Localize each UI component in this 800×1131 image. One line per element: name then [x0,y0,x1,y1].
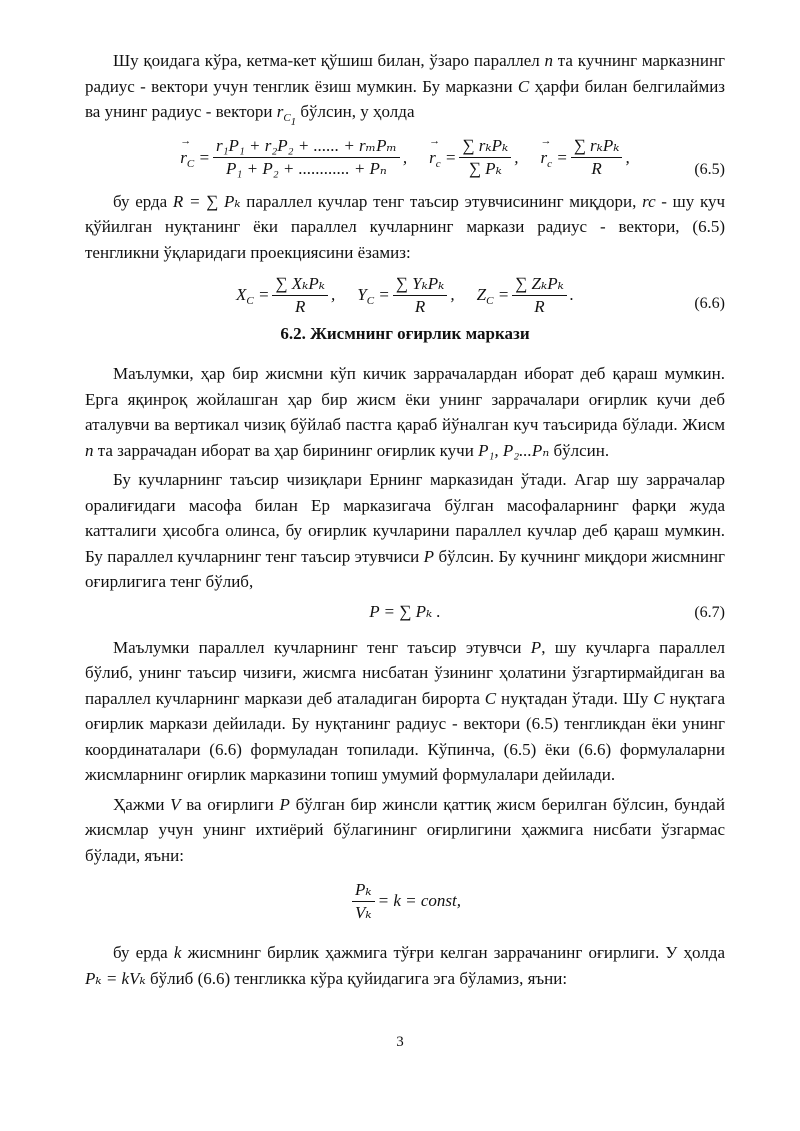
math-Pk: Pₖ = kVₖ [85,968,146,988]
text: Маълумки параллел кучларнинг тенг таъсир этувчси [113,637,522,657]
paragraph-6 [85,792,725,869]
eq-lhs-1: → $r_C$ = [180,148,210,168]
text: нуқтадан ўтади. Шу [500,688,649,708]
math-n: n [85,440,94,460]
math-V: V [170,794,181,814]
math-Z: Z [476,285,487,304]
eq-fraction-3: $\frac{\text{∑ rₖPₖ}}{R}$ [571,136,623,179]
text: бу ерда [113,191,168,211]
math-k: k [173,943,182,962]
text: Маълумки, ҳар бир жисмни кўп кичик заррачалардан иборат деб қараш мумкин. Ерга яқинроқ жойлашган ҳар бир жисм ёки унинг заррачалари оғирлик кучи деб аталувчи ва вертикал чизиқ бўйлаб пастга қараб йўналган куч таъсирида бўлади. Жисм [85,364,725,434]
paragraph-1 [85,48,726,128]
eq-lhs-3: → $r_c$ = [540,148,567,168]
math-R: R = ∑ Pₖ [172,191,241,211]
eq-fraction-1: $\frac{\text{r₁P₁ + r₂P₂ + ...... + rₘPₘ}}{\text{P₁ + P₂ + ............ + Pₙ}}$ [213,136,400,179]
eq-fraction-2: $\frac{\text{∑ rₖPₖ}}{\text{∑ Pₖ}}$ [459,136,511,179]
page-number: 3 [396,1034,404,1050]
math-C: C [484,688,497,708]
math-X: X [235,285,247,304]
document-page [85,48,725,991]
text: Ҳажми [113,794,165,814]
paragraph-5 [85,635,725,788]
eq-fraction-density: $\frac{\text{Pₖ}}{\text{Vₖ}}$ [352,880,375,923]
text: ҳарфи билан белгилаймиз ва унинг радиус - вектори [85,76,726,121]
eq-fraction-z: $\frac{\text{∑ ZₖPₖ}}{R}$ [512,274,567,317]
text: бўлсин. Бу кучнинг миқдори жисмнинг оғирлигига тенг бўлиб, [85,546,726,591]
eq-fraction-y: $\frac{\text{∑ YₖPₖ}}{R}$ [393,274,448,317]
text: Бу кучларнинг таъсир чизиқлари Ернинг марказидан ўтади. Агар шу заррачалар оралиғидаги масофа билан Ер марказигача бўлган масофаларнинг фарқи жуда катталиги ҳисобга олинса, бу оғирлик кучларини параллел кучлар деб қараш мумкин. Бу параллел кучларнинг тенг таъсир этувчиси [85,470,725,566]
math-C: C [517,76,530,96]
math-Y: Y [357,285,367,304]
equation-density [85,868,725,934]
text: бўлсин, у ҳолда [300,102,415,121]
text: нуқтага оғирлик маркази дейилади. Бу нуқтанинг радиус - вектори (6.5) тенгликдан ёки унинг координаталари (6.6) формуладан топилади. Кўпинча, (6.5) ёки (6.6) формулаларни жисмларнинг оғирлик марказини топиш умумий формулалари дейилади. [85,688,725,784]
math-C: C [653,688,665,708]
math-rc1: $r_{C_1}$ [276,102,297,128]
math-P: P [530,637,542,657]
eq-lhs-2: → $r_c$ = [429,148,456,168]
text: Шу қоидага кўра, кетма-кет қўшиш билан, ўзаро параллел [113,51,540,70]
text: ва оғирлиги [186,794,274,814]
section-heading: 6.2. Жисмнинг оғирлик маркази [280,324,530,343]
text: бўлиб (6.6) тенгликка кўра қуйидагига эга бўламиз, яъни: [149,968,568,988]
equation-6-7 [85,595,725,629]
text: бу ерда [113,943,168,962]
paragraph-2 [85,189,725,266]
math-P: P [279,794,290,814]
text: бўлган бир жинсли қаттиқ жисм берилган бўлсин, бундай жисмлар учун унинг ихтиёрий бўлагининг оғирлигини ҳажмига нисбати ўзгармас бўлади, яъни: [85,794,725,865]
equation-6-5: → $r_C$ = $\frac{\text{r₁P₁ + r₂P₂ + ...... + rₘPₘ}}{\text{P₁ + P₂ + ............ + Pₙ}}$ , → $r_c$ = $\frac{\text{∑ rₖPₖ}}{\text{∑ Pₖ}}$ , → $r_c$ = $\frac{\text{∑ rₖPₖ}}{R}$ , (6.5) [85,127,725,189]
text: , шу кучларга параллел бўлиб, унинг таъсир чизиғи, жисмга нисбатан ўзининг ҳолатини ўзгартирмайдиган ва параллел кучларнинг маркази деб аталадиган бирорта [85,637,725,708]
eq-rhs: = k = const, [377,891,461,910]
equation-6-6: $X_C$ = $\frac{\text{∑ XₖPₖ}}{R}$ , $Y_C$ = $\frac{\text{∑ YₖPₖ}}{R}$ , $Z_C$ = $\frac{\text{∑ ZₖPₖ}}{R}$ . (6.6) [235,273,725,316]
text: та кучнинг марказнинг радиус - вектори учун тенглик ёзиш мумкин. Бу марказни [85,51,726,96]
equation-number: (6.7) [694,603,725,621]
math-rc: rc - [642,191,667,211]
math-n: n [544,51,554,70]
paragraph-3 [85,361,725,463]
equation-number: (6.5) [694,160,725,178]
text: бўлсин. [553,440,610,460]
text: та заррачадан иборат ва ҳар бирининг оғирлик кучи [97,440,474,460]
text: параллел кучлар тенг таъсир этувчисининг миқдори, [246,191,637,211]
paragraph-4 [85,467,725,595]
text: жисмнинг бирлик ҳажмига тўғри келган заррачанинг оғирлиги. У ҳолда [187,943,726,962]
equation-number: (6.6) [694,295,725,312]
math-list: P₁, P₂...Pₙ [478,440,550,460]
paragraph-7 [85,940,725,991]
eq-fraction-x: $\frac{\text{∑ XₖPₖ}}{R}$ [272,274,328,317]
eq-P: P = ∑ Pₖ . [369,601,441,621]
text: шу куч қўйилган нуқтанинг ёки параллел кучларнинг маркази радиус - вектори, (6.5) тенгликни ўқларидаги проекциясини ёзамиз: [85,191,726,262]
math-P: P [423,546,435,566]
